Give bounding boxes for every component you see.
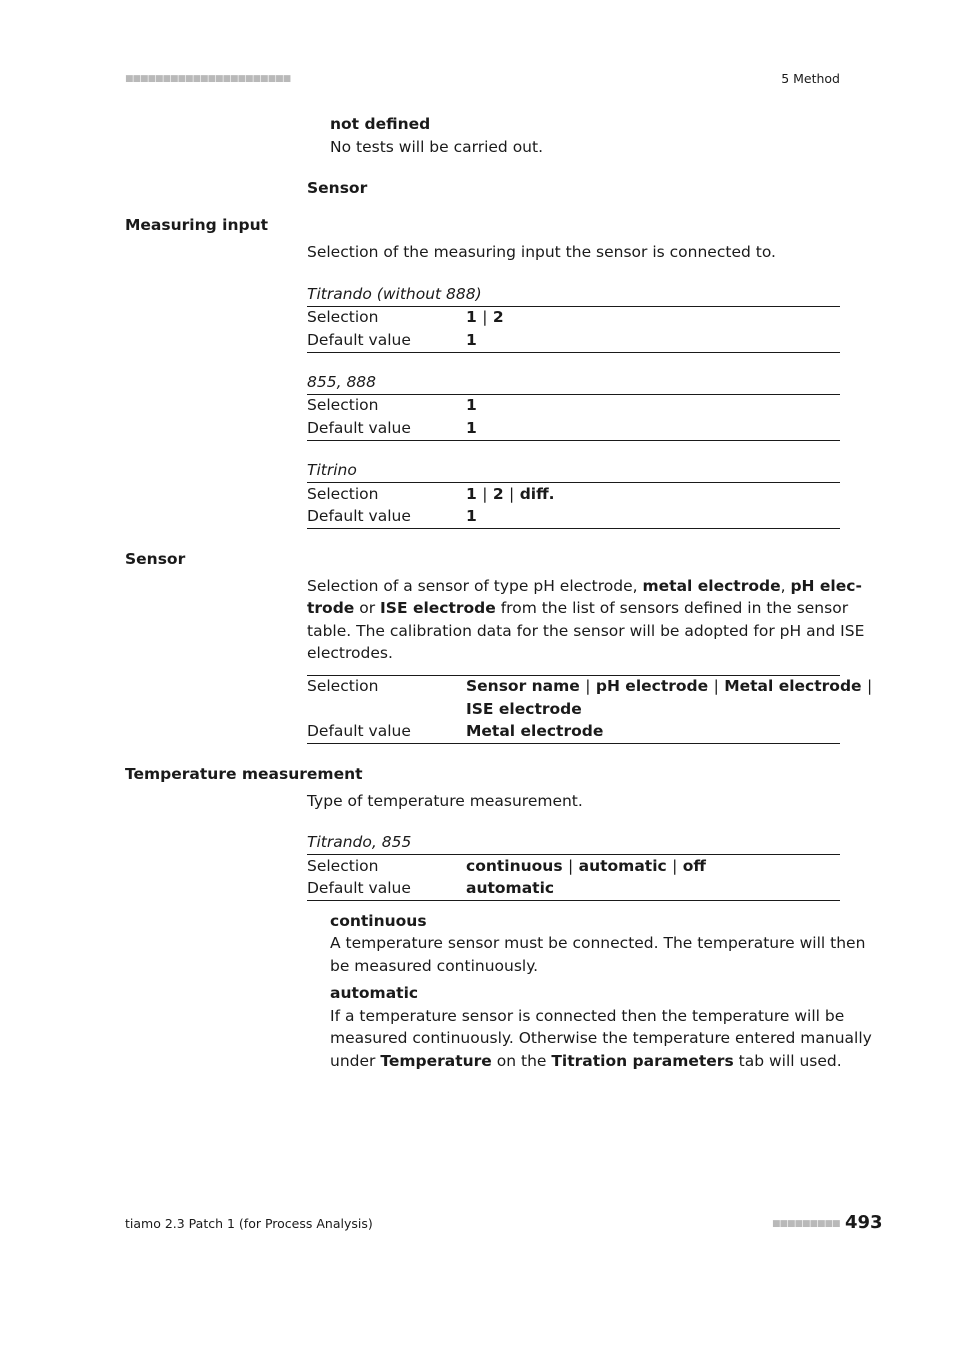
default-label: Default value [307, 419, 411, 437]
text: under [330, 1052, 381, 1070]
value: off [682, 857, 706, 875]
selection-values [466, 306, 504, 329]
value: 1 [466, 308, 477, 326]
value: Sensor name [466, 677, 580, 695]
value: 1 [466, 485, 477, 503]
table-rule [307, 440, 840, 441]
separator: | [482, 308, 488, 326]
separator: | [866, 677, 873, 695]
separator: | [567, 857, 574, 875]
selection-value: ISE electrode [466, 700, 582, 718]
selection-values [466, 675, 872, 698]
param-label-temperature: Temperature measurement [125, 765, 363, 783]
table-rule [307, 306, 840, 307]
section-heading-sensor: Sensor [307, 179, 368, 197]
header-marks: ■■■■■■■■■■■■■■■■■■■■■■ [125, 74, 291, 84]
param-desc-sensor-line2 [307, 597, 848, 620]
table-title: Titrando (without 888) [307, 285, 482, 303]
separator: | [672, 857, 678, 875]
value: 2 [492, 308, 504, 326]
table-rule [307, 394, 840, 395]
selection-label: Selection [307, 485, 379, 503]
value: Metal electrode [724, 677, 862, 695]
param-desc-sensor-line4: electrodes. [307, 644, 393, 662]
option-title-automatic: automatic [330, 984, 419, 1002]
option-desc-not-defined: No tests will be carried out. [330, 138, 544, 156]
default-label: Default value [307, 879, 411, 897]
table-title: Titrando, 855 [307, 833, 412, 851]
value: pH electrode [595, 677, 709, 695]
footer-marks: ■■■■■■■■■ [772, 1219, 840, 1229]
text: or [354, 599, 381, 617]
text: , [780, 577, 791, 595]
param-label-sensor: Sensor [125, 550, 186, 568]
table-rule [307, 352, 840, 353]
selection-label: Selection [307, 396, 379, 414]
table-rule [307, 743, 840, 744]
default-value: 1 [466, 331, 477, 349]
default-value: automatic [466, 879, 555, 897]
value: automatic [578, 857, 667, 875]
text: Titration parameters [551, 1052, 734, 1070]
param-label-measuring-input: Measuring input [125, 216, 269, 234]
text: Selection of a sensor of type pH electrode, [307, 577, 643, 595]
option-desc-line: be measured continuously. [330, 957, 539, 975]
separator: | [713, 677, 719, 695]
page-number: 493 [845, 1212, 883, 1233]
separator: | [509, 485, 515, 503]
selection-values [466, 855, 706, 878]
param-desc-measuring-input: Selection of the measuring input the sensor is connected to. [307, 243, 776, 261]
table-title: 855, 888 [307, 373, 377, 391]
text: pH elec- [790, 577, 862, 595]
table-rule [307, 528, 840, 529]
text: tab will used. [733, 1052, 842, 1070]
text: trode [307, 599, 355, 617]
value: 1 [466, 396, 477, 414]
param-desc-sensor-line1 [307, 575, 862, 598]
default-value: 1 [466, 507, 477, 525]
value: diff. [519, 485, 555, 503]
param-desc-sensor-line3: table. The calibration data for the sensor will be adopted for pH and ISE [307, 622, 865, 640]
default-label: Default value [307, 722, 411, 740]
option-desc-line: A temperature sensor must be connected. The temperature will then [330, 934, 866, 952]
selection-label: Selection [307, 308, 379, 326]
separator: | [585, 677, 591, 695]
option-desc-line: If a temperature sensor is connected then the temperature will be [330, 1007, 845, 1025]
default-value: 1 [466, 419, 477, 437]
chapter-header: 5 Method [781, 71, 840, 86]
text: ISE electrode [380, 599, 496, 617]
value: continuous [466, 857, 563, 875]
option-title-not-defined: not defined [330, 115, 431, 133]
table-rule [307, 482, 840, 483]
selection-values [466, 394, 477, 417]
value: 2 [492, 485, 504, 503]
table-title: Titrino [307, 461, 357, 479]
footer-product: tiamo 2.3 Patch 1 (for Process Analysis) [125, 1216, 373, 1231]
text: metal electrode [642, 577, 781, 595]
table-rule [307, 900, 840, 901]
default-value: Metal electrode [466, 722, 604, 740]
option-desc-line [330, 1050, 842, 1073]
text: on the [491, 1052, 552, 1070]
selection-label: Selection [307, 677, 379, 695]
separator: | [482, 485, 488, 503]
option-title-continuous: continuous [330, 912, 427, 930]
default-label: Default value [307, 507, 411, 525]
default-label: Default value [307, 331, 411, 349]
text: Temperature [380, 1052, 492, 1070]
param-desc-temperature: Type of temperature measurement. [307, 792, 583, 810]
selection-label: Selection [307, 857, 379, 875]
text: from the list of sensors defined in the sensor [495, 599, 849, 617]
selection-values [466, 483, 555, 506]
option-desc-line: measured continuously. Otherwise the temperature entered manually [330, 1029, 872, 1047]
